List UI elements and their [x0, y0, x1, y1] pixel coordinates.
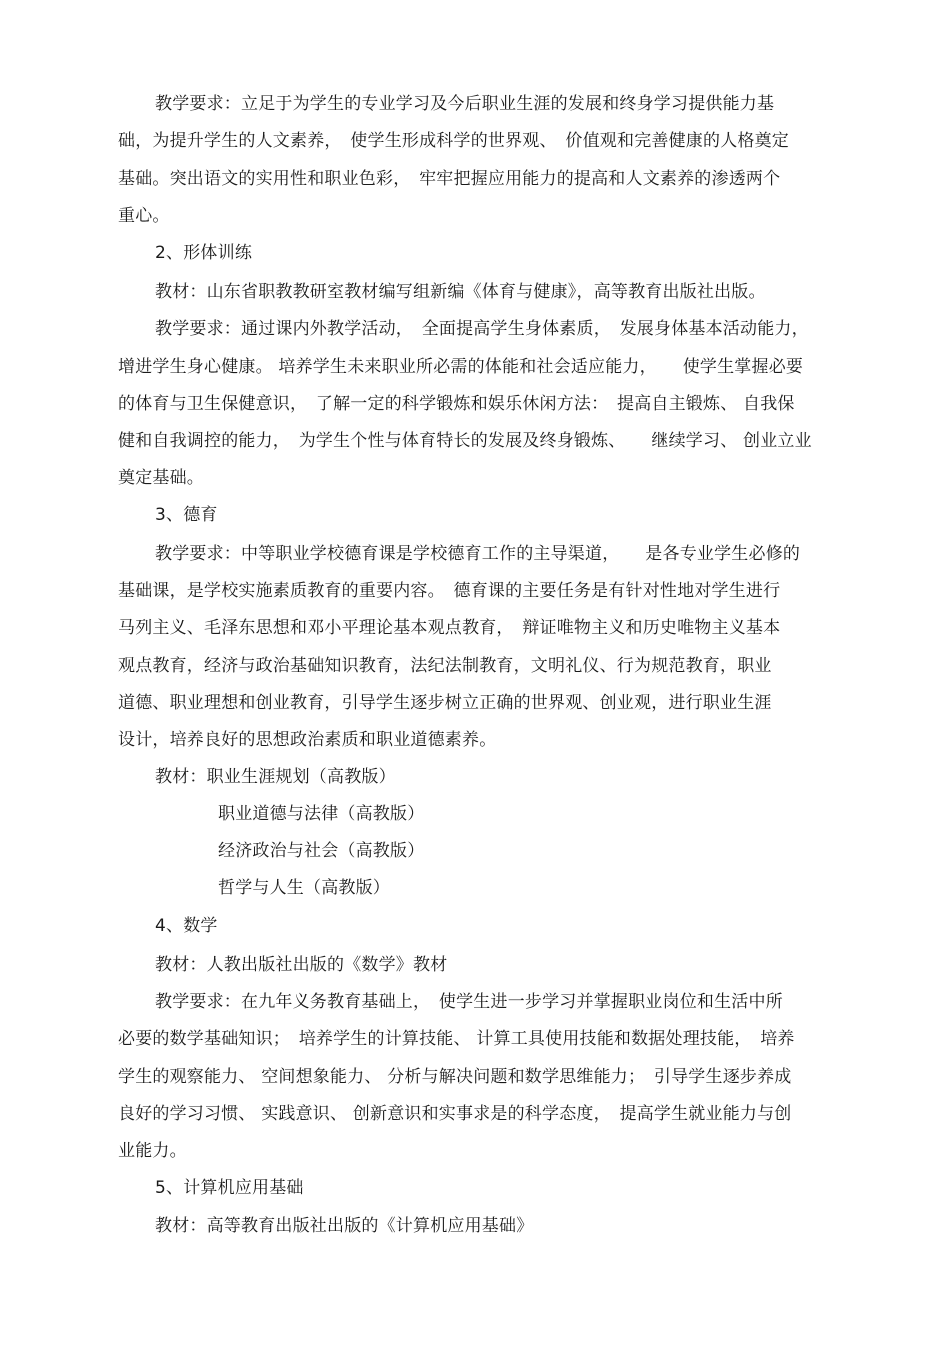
text-line: 教材：山东省职教教研室教材编写组新编《体育与健康》，高等教育出版社出版。 — [155, 282, 766, 302]
text-line: 教材：人教出版社出版的《数学》教材 — [155, 955, 448, 975]
text-line: 良好的学习习惯、 实践意识、 创新意识和实事求是的科学态度， 提高学生就业能力与创 — [118, 1104, 792, 1124]
text-line: 重心。 — [118, 206, 170, 226]
textbook-line: 教材：职业生涯规划（高教版） — [155, 767, 396, 787]
text-line: 教学要求：立足于为学生的专业学习及今后职业生涯的发展和终身学习提供能力基 — [155, 94, 775, 114]
textbook-line: 哲学与人生（高教版） — [218, 878, 390, 898]
text-line: 基础。突出语文的实用性和职业色彩， 牢牢把握应用能力的提高和人文素养的渗透两个 — [118, 169, 781, 189]
text-line: 教学要求：中等职业学校德育课是学校德育工作的主导渠道， 是各专业学生必修的 — [155, 544, 801, 564]
text-line: 教学要求：通过课内外教学活动， 全面提高学生身体素质， 发展身体基本活动能力， — [155, 319, 809, 339]
text-line: 马列主义、毛泽东思想和邓小平理论基本观点教育， 辩证唯物主义和历史唯物主义基本 — [118, 618, 781, 638]
text-line: 础，为提升学生的人文素养， 使学生形成科学的世界观、 价值观和完善健康的人格奠定 — [118, 131, 789, 151]
text-line: 奠定基础。 — [118, 468, 204, 488]
text-line: 教学要求：在九年义务教育基础上， 使学生进一步学习并掌握职业岗位和生活中所 — [155, 992, 783, 1012]
text-line: 基础课，是学校实施素质教育的重要内容。 德育课的主要任务是有针对性地对学生进行 — [118, 581, 781, 601]
textbook-line: 职业道德与法律（高教版） — [218, 804, 425, 824]
text-line: 的体育与卫生保健意识， 了解一定的科学锻炼和娱乐休闲方法： 提高自主锻炼、 自我保 — [118, 394, 795, 414]
text-line: 业能力。 — [118, 1141, 187, 1161]
section-heading: 4、数学 — [155, 916, 218, 936]
section-heading: 2、形体训练 — [155, 243, 253, 263]
textbook-line: 经济政治与社会（高教版） — [218, 841, 425, 861]
text-line: 必要的数学基础知识； 培养学生的计算技能、 计算工具使用技能和数据处理技能， 培养 — [118, 1029, 795, 1049]
text-line: 教材：高等教育出版社出版的《计算机应用基础》 — [155, 1216, 534, 1236]
text-line: 观点教育，经济与政治基础知识教育，法纪法制教育，文明礼仪、行为规范教育，职业 — [118, 656, 772, 676]
section-heading: 5、计算机应用基础 — [155, 1178, 304, 1198]
text-line: 道德、职业理想和创业教育，引导学生逐步树立正确的世界观、创业观，进行职业生涯 — [118, 693, 772, 713]
text-line: 学生的观察能力、 空间想象能力、 分析与解决问题和数学思维能力； 引导学生逐步养成 — [118, 1067, 792, 1087]
section-heading: 3、德育 — [155, 505, 218, 525]
text-line: 增进学生身心健康。 培养学生未来职业所必需的体能和社会适应能力， 使学生掌握必要 — [118, 357, 804, 377]
text-line: 健和自我调控的能力， 为学生个性与体育特长的发展及终身锻炼、 继续学习、 创业立业 — [118, 431, 812, 451]
text-line: 设计，培养良好的思想政治素质和职业道德素养。 — [118, 730, 497, 750]
